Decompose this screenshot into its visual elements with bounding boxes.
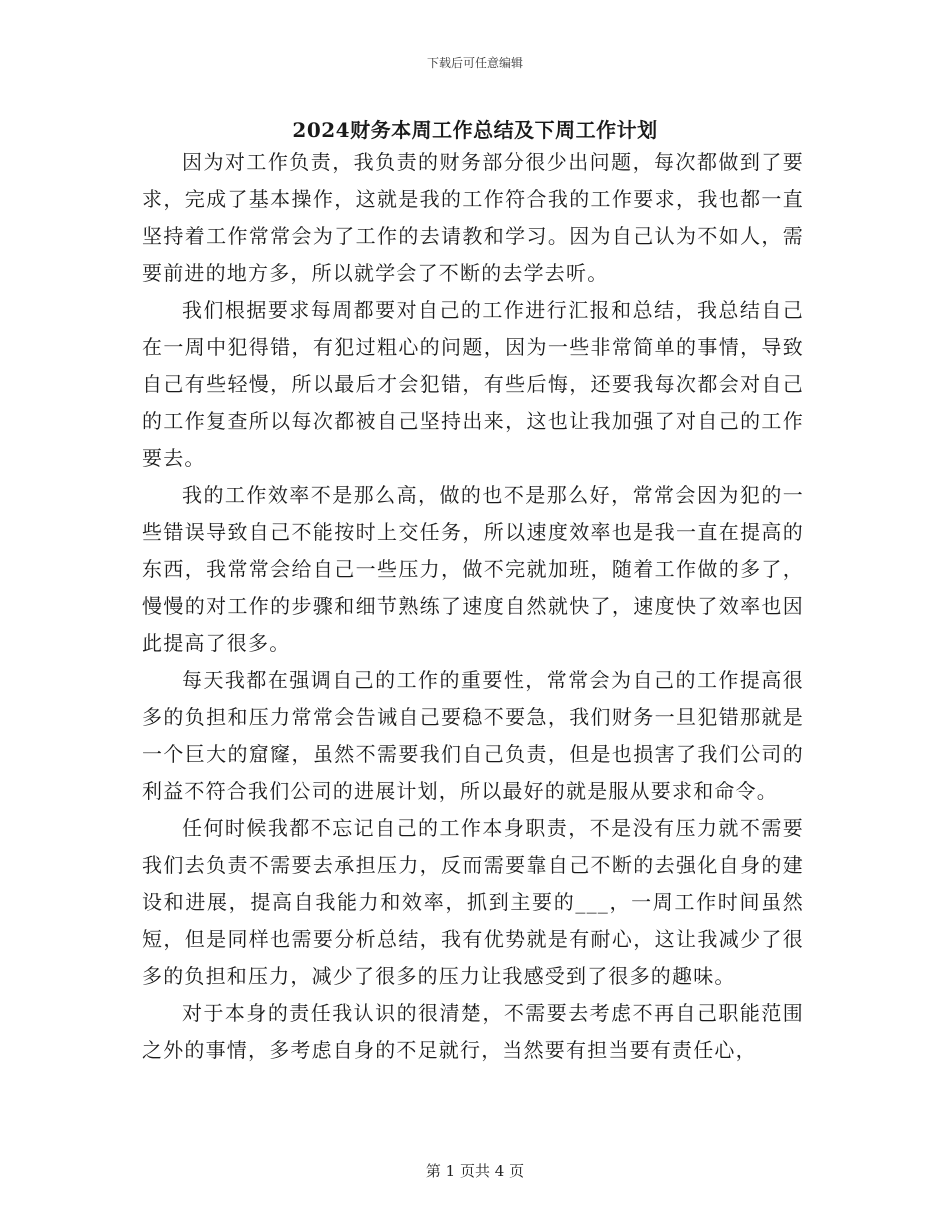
document-body [142,144,804,1069]
page-number: 第 1 页共 4 页 [425,1162,525,1180]
document-title: 2024财务本周工作总结及下周工作计划 [292,118,658,142]
paragraph-5: 任何时候我都不忘记自己的工作本身职责，不是没有压力就不需要我们去负责不需要去承担压力，反而需要靠自己不断的去强化自身的建设和进展，提高自我能力和效率，抓到主要的___，一周工作时间虽然短，但是同样也需要分析总结，我有优势就是有耐心，这让我减少了很多的负担和压力，减少了很多的压力让我感受到了很多的趣味。 [142,816,804,988]
header-note: 下载后可任意编辑 [426,56,523,70]
paragraph-3: 我的工作效率不是那么高，做的也不是那么好，常常会因为犯的一些错误导致自己不能按时上交任务，所以速度效率也是我一直在提高的东西，我常常会给自己一些压力，做不完就加班，随着工作做的多了，慢慢的对工作的步骤和细节熟练了速度自然就快了，速度快了效率也因此提高了很多。 [142,483,804,655]
paragraph-4: 每天我都在强调自己的工作的重要性，常常会为自己的工作提高很多的负担和压力常常会告诫自己要稳不要急，我们财务一旦犯错那就是一个巨大的窟窿，虽然不需要我们自己负责，但是也损害了我们公司的利益不符合我们公司的进展计划，所以最好的就是服从要求和命令。 [142,668,804,803]
paragraph-2: 我们根据要求每周都要对自己的工作进行汇报和总结，我总结自己在一周中犯得错，有犯过粗心的问题，因为一些非常简单的事情，导致自己有些轻慢，所以最后才会犯错，有些后悔，还要我每次都会对自己的工作复查所以每次都被自己坚持出来，这也让我加强了对自己的工作要去。 [142,298,804,470]
paragraph-1: 因为对工作负责，我负责的财务部分很少出问题，每次都做到了要求，完成了基本操作，这就是我的工作符合我的工作要求，我也都一直坚持着工作常常会为了工作的去请教和学习。因为自己认为不如人，需要前进的地方多，所以就学会了不断的去学去听。 [142,150,804,285]
paragraph-6: 对于本身的责任我认识的很清楚，不需要去考虑不再自己职能范围之外的事情，多考虑自身的不足就行，当然要有担当要有责任心， [142,1001,804,1062]
